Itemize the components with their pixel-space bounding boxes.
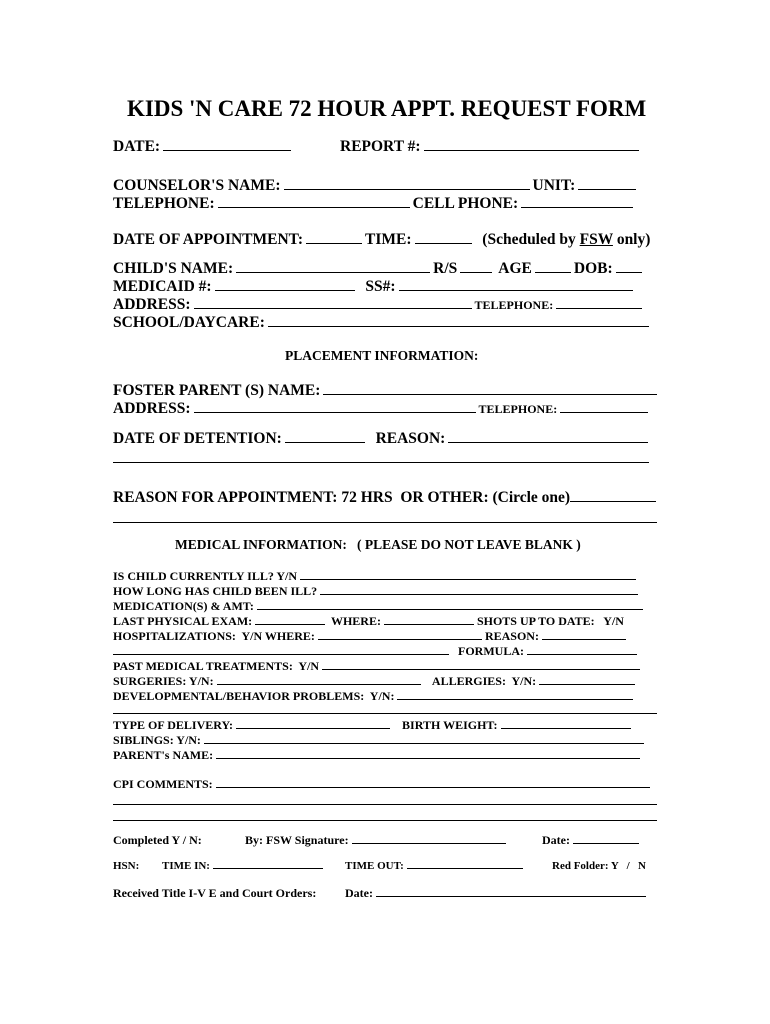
foster-telephone-field[interactable]	[560, 411, 648, 413]
developmental-line[interactable]	[113, 713, 657, 714]
where-label: WHERE:	[330, 614, 381, 628]
detention-reason-label: REASON:	[375, 430, 446, 447]
cell-phone-field[interactable]	[521, 206, 633, 208]
received-date-field[interactable]	[376, 895, 646, 897]
medical-heading: MEDICAL INFORMATION: ( PLEASE DO NOT LEAVE BLANK )	[175, 537, 581, 552]
foster-address-label: ADDRESS:	[113, 400, 191, 417]
parents-label: PARENT's NAME:	[113, 748, 214, 762]
time-in-field[interactable]	[213, 867, 323, 869]
delivery-field[interactable]	[236, 727, 390, 729]
childs-name-field[interactable]	[236, 271, 430, 273]
address-label: ADDRESS:	[113, 296, 191, 313]
child-telephone-label: TELEPHONE:	[474, 298, 554, 312]
completed-date-label: Date:	[542, 833, 570, 847]
telephone-label: TELEPHONE:	[113, 195, 215, 212]
cpi-line-2[interactable]	[113, 804, 657, 805]
time-in-label: TIME IN:	[162, 860, 210, 872]
foster-name-field[interactable]	[323, 393, 657, 395]
dob-field[interactable]	[616, 271, 642, 273]
unit-field[interactable]	[578, 188, 636, 190]
report-label: REPORT #:	[340, 138, 421, 155]
counselor-field[interactable]	[284, 188, 530, 190]
time-out-label: TIME OUT:	[345, 860, 404, 872]
surgeries-field[interactable]	[217, 683, 421, 685]
counselor-row	[113, 178, 639, 194]
medicaid-label: MEDICAID #:	[113, 278, 212, 295]
formula-prefix-field[interactable]	[113, 653, 449, 655]
last-physical-label: LAST PHYSICAL EXAM:	[113, 614, 253, 628]
appointment-date-label: DATE OF APPOINTMENT:	[113, 231, 304, 248]
medication-field[interactable]	[257, 608, 643, 610]
detention-reason-line[interactable]	[113, 462, 649, 463]
placement-heading: PLACEMENT INFORMATION:	[285, 348, 479, 363]
where-field[interactable]	[384, 623, 474, 625]
detention-field[interactable]	[285, 441, 365, 443]
medicaid-field[interactable]	[215, 289, 355, 291]
shots-label: SHOTS UP TO DATE: Y/N	[476, 614, 624, 628]
time-out-row	[345, 861, 526, 872]
appointment-date-field[interactable]	[306, 242, 362, 244]
allergies-label: ALLERGIES: Y/N:	[431, 674, 537, 688]
foster-address-row	[113, 401, 651, 417]
cpi-row	[113, 778, 653, 790]
counselor-label: COUNSELOR'S NAME:	[113, 177, 281, 194]
surgeries-label: SURGERIES: Y/N:	[113, 674, 214, 688]
received-label: Received Title I-V E and Court Orders:	[113, 886, 317, 900]
cpi-line-3[interactable]	[113, 820, 657, 821]
delivery-row	[113, 719, 634, 731]
formula-label: FORMULA:	[458, 644, 524, 658]
ss-label: SS#:	[365, 278, 396, 295]
child-ill-label: IS CHILD CURRENTLY ILL? Y/N	[113, 569, 298, 583]
siblings-row	[113, 734, 647, 746]
signature-row	[245, 834, 509, 846]
age-label: AGE	[498, 260, 532, 277]
signature-label: By: FSW Signature:	[245, 833, 349, 847]
detention-reason-field[interactable]	[448, 441, 648, 443]
detention-row	[113, 431, 651, 447]
physical-row	[113, 615, 624, 627]
child-row	[113, 261, 645, 277]
how-long-label: HOW LONG HAS CHILD BEEN ILL?	[113, 584, 318, 598]
developmental-label: DEVELOPMENTAL/BEHAVIOR PROBLEMS: Y/N:	[113, 689, 395, 703]
ss-field[interactable]	[399, 289, 633, 291]
unit-label: UNIT:	[532, 177, 576, 194]
report-row	[340, 139, 642, 155]
past-medical-label: PAST MEDICAL TREATMENTS: Y/N	[113, 659, 320, 673]
formula-row	[113, 645, 640, 657]
school-row	[113, 315, 652, 331]
medicaid-row	[113, 279, 636, 295]
child-ill-field[interactable]	[300, 578, 636, 580]
foster-row	[113, 383, 660, 399]
medication-label: MEDICATION(S) & AMT:	[113, 599, 254, 613]
cpi-label: CPI COMMENTS:	[113, 777, 213, 791]
last-physical-field[interactable]	[255, 623, 325, 625]
scheduled-by-fsw: FSW	[579, 231, 613, 248]
foster-telephone-label: TELEPHONE:	[478, 402, 558, 416]
time-in-row	[162, 861, 326, 872]
time-out-field[interactable]	[407, 867, 523, 869]
completed-date-field[interactable]	[573, 842, 639, 844]
reason-appointment-label: REASON FOR APPOINTMENT: 72 HRS OR OTHER: (Circle one)	[113, 489, 571, 506]
received-date-row	[345, 887, 649, 899]
completed-label: Completed Y / N:	[113, 833, 202, 847]
rs-label: R/S	[433, 260, 458, 277]
parents-row	[113, 749, 643, 761]
child-ill-row	[113, 570, 639, 582]
cell-phone-label: CELL PHONE:	[412, 195, 519, 212]
time-label: TIME:	[365, 231, 412, 248]
hsn-label: HSN:	[113, 860, 140, 872]
reason-appointment-line[interactable]	[113, 522, 657, 523]
hospital-reason-field[interactable]	[542, 638, 626, 640]
completed-date-row	[542, 834, 642, 846]
date-label: DATE:	[113, 138, 161, 155]
school-field[interactable]	[268, 325, 649, 327]
address-field[interactable]	[194, 307, 472, 309]
rs-field[interactable]	[460, 271, 492, 273]
received-date-label: Date:	[345, 886, 373, 900]
hospital-label: HOSPITALIZATIONS: Y/N WHERE:	[113, 629, 315, 643]
past-medical-row	[113, 660, 643, 672]
foster-address-field[interactable]	[194, 411, 476, 413]
hospital-row	[113, 630, 629, 642]
how-long-row	[113, 585, 641, 597]
developmental-row	[113, 690, 636, 702]
completed-row	[113, 834, 202, 846]
time-field[interactable]	[415, 242, 472, 244]
foster-name-label: FOSTER PARENT (S) NAME:	[113, 382, 321, 399]
date-field[interactable]	[163, 149, 291, 151]
childs-name-label: CHILD'S NAME:	[113, 260, 234, 277]
reason-appointment-field[interactable]	[570, 500, 656, 502]
report-field[interactable]	[424, 149, 639, 151]
child-telephone-field[interactable]	[556, 307, 642, 309]
date-row	[113, 139, 294, 155]
medication-row	[113, 600, 646, 612]
scheduled-by-suffix: only)	[616, 231, 651, 248]
developmental-field[interactable]	[397, 698, 633, 700]
surgeries-row	[113, 675, 638, 687]
dob-label: DOB:	[573, 260, 613, 277]
birth-weight-label: BIRTH WEIGHT:	[402, 718, 498, 732]
telephone-row	[113, 196, 636, 212]
reason-appointment-row	[113, 490, 659, 506]
cpi-field[interactable]	[216, 786, 650, 788]
age-field[interactable]	[535, 271, 571, 273]
past-medical-field[interactable]	[322, 668, 640, 670]
birth-weight-field[interactable]	[501, 727, 631, 729]
delivery-label: TYPE OF DELIVERY:	[113, 718, 234, 732]
siblings-field[interactable]	[204, 742, 644, 744]
how-long-field[interactable]	[320, 593, 638, 595]
formula-field[interactable]	[527, 653, 637, 655]
siblings-label: SIBLINGS: Y/N:	[113, 733, 201, 747]
address-row	[113, 297, 645, 313]
telephone-field[interactable]	[218, 206, 410, 208]
parents-field[interactable]	[216, 757, 640, 759]
form-title: KIDS 'N CARE 72 HOUR APPT. REQUEST FORM	[127, 96, 647, 121]
school-label: SCHOOL/DAYCARE:	[113, 314, 265, 331]
scheduled-by-prefix: (Scheduled by	[482, 231, 576, 248]
signature-field[interactable]	[352, 842, 506, 844]
red-folder-label: Red Folder: Y / N	[552, 860, 646, 872]
detention-label: DATE OF DETENTION:	[113, 430, 282, 447]
hospital-reason-label: REASON:	[484, 629, 539, 643]
hospital-field[interactable]	[318, 638, 482, 640]
appointment-row	[113, 232, 650, 248]
allergies-field[interactable]	[539, 683, 635, 685]
